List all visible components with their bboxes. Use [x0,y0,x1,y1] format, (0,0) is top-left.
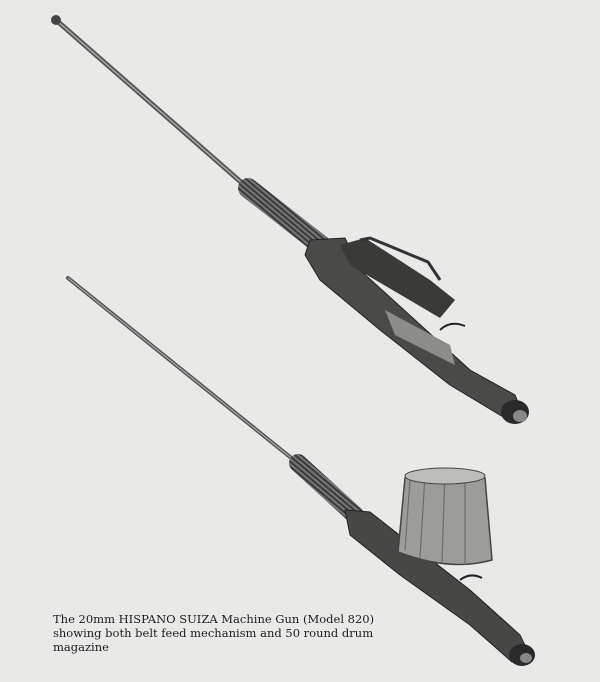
photo-caption [53,612,383,654]
caption-line: showing both belt feed mechanism and 50 round drum [53,626,374,640]
belt-fed-gun [51,15,529,424]
caption-line: The 20mm HISPANO SUIZA Machine Gun (Model 820) [53,612,375,626]
drum-fed-gun [68,278,535,666]
caption-line: magazine [53,640,109,654]
